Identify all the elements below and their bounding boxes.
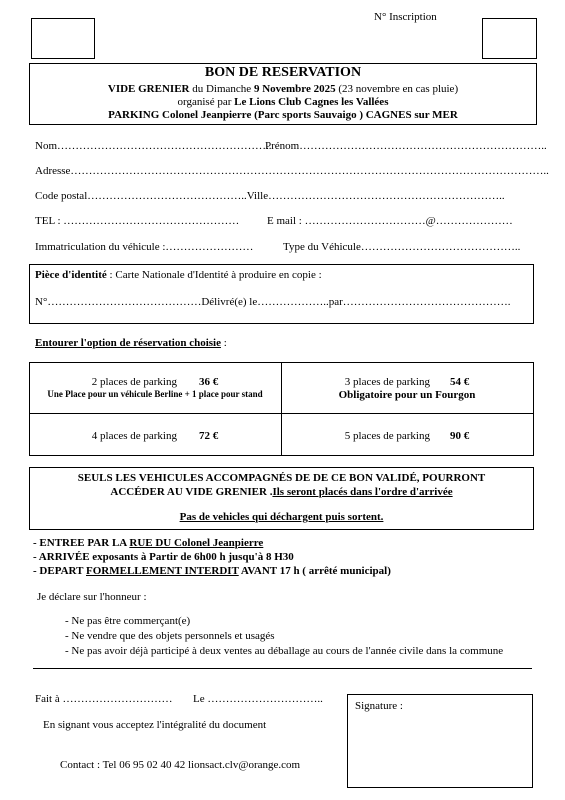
option-2-places-row bbox=[30, 376, 280, 388]
organizer-name: Le Lions Club Cagnes les Vallées bbox=[234, 96, 389, 108]
declaration-item: - Ne vendre que des objets personnels et usagés bbox=[65, 630, 275, 642]
option-2-places-price: 36 € bbox=[198, 376, 219, 388]
identity-number-field[interactable]: N°……………………………………Délivré(e) le………………..par………………………………………. bbox=[35, 296, 511, 308]
option-4-places-label: 4 places de parking bbox=[91, 430, 177, 442]
option-5-places[interactable] bbox=[282, 430, 532, 442]
code-postal-ville-field[interactable]: Code postal……………………………………..Ville……………………………………………………….. bbox=[35, 190, 505, 202]
adresse-field[interactable]: Adresse………………………………………………………………………………………………………………….. bbox=[35, 165, 549, 177]
inscription-number-box[interactable] bbox=[482, 18, 537, 59]
notice-line-2 bbox=[29, 486, 534, 498]
identity-text: : Carte Nationale d'Identité à produire en copie : bbox=[106, 269, 322, 281]
rule-arrivee: - ARRIVÉE exposants à Partir de 6h00 h jusqu'à 8 H30 bbox=[33, 551, 294, 563]
identity-heading bbox=[35, 269, 322, 281]
option-3-places-price: 54 € bbox=[449, 376, 470, 388]
identity-label: Pièce d'identité bbox=[35, 269, 107, 281]
event-name: VIDE GRENIER bbox=[107, 83, 190, 95]
notice-line-2-under: Ils seront placés dans l'ordre d'arrivée bbox=[272, 486, 453, 498]
rule-depart-pre: - DEPART bbox=[33, 565, 86, 577]
type-vehicule-field[interactable]: Type du Véhicule…………………………………….. bbox=[283, 241, 521, 253]
le-date-field[interactable]: Le ………………………….. bbox=[193, 693, 323, 705]
option-3-places-note: Obligatoire pour un Fourgon bbox=[338, 389, 476, 401]
inscription-label: N° Inscription bbox=[374, 11, 437, 23]
declaration-item: - Ne pas être commerçant(e) bbox=[65, 615, 191, 627]
tel-field[interactable]: TEL : ………………………………………… bbox=[35, 215, 240, 227]
option-3-places[interactable] bbox=[282, 376, 532, 401]
options-heading-suffix: : bbox=[220, 337, 227, 349]
fait-a-field[interactable]: Fait à ………………………… bbox=[35, 693, 173, 705]
organizer-prefix: organisé par bbox=[177, 96, 235, 108]
options-heading bbox=[35, 337, 227, 349]
option-3-places-row bbox=[282, 376, 532, 388]
rule-entree bbox=[33, 537, 263, 549]
location-line: PARKING Colonel Jeanpierre (Parc sports Sauvaigo ) CAGNES sur MER bbox=[108, 109, 458, 121]
event-line bbox=[29, 83, 537, 95]
immatriculation-field[interactable]: Immatriculation du véhicule :…………………… bbox=[35, 241, 254, 253]
email-field[interactable]: E mail : ……………………………@………………… bbox=[267, 215, 513, 227]
option-5-places-price: 90 € bbox=[449, 430, 470, 442]
rule-depart-under: FORMELLEMENT INTERDIT bbox=[86, 565, 239, 577]
contact-info: Contact : Tel 06 95 02 40 42 lionsact.clv@orange.com bbox=[60, 759, 301, 771]
rule-depart bbox=[33, 565, 391, 577]
left-corner-box bbox=[31, 18, 95, 59]
declaration-item: - Ne pas avoir déjà participé à deux ventes au déballage au cours de l'année civile dans la commune bbox=[65, 645, 504, 657]
option-2-places-label: 2 places de parking bbox=[91, 376, 177, 388]
notice-line-2-pre: ACCÉDER AU VIDE GRENIER . bbox=[110, 486, 273, 498]
event-rain-date: (23 novembre en cas pluie) bbox=[335, 83, 459, 95]
event-date: 9 Novembre 2025 bbox=[253, 83, 336, 95]
notice-line-1: SEULS LES VEHICULES ACCOMPAGNÉS DE DE CE BON VALIDÉ, POURRONT bbox=[77, 472, 486, 484]
notice-line-3: Pas de vehicles qui déchargent puis sortent. bbox=[179, 511, 384, 523]
declaration-title: Je déclare sur l'honneur : bbox=[37, 591, 147, 603]
rule-depart-post: AVANT 17 h ( arrêté municipal) bbox=[238, 565, 391, 577]
organizer-line bbox=[29, 96, 537, 108]
page-title: BON DE RESERVATION bbox=[204, 65, 362, 80]
option-2-places-note: Une Place pour un véhicule Berline + 1 place pour stand bbox=[47, 389, 263, 399]
prenom-field[interactable]: Prénom………………………………………………………….. bbox=[265, 140, 547, 152]
option-5-places-label: 5 places de parking bbox=[344, 430, 430, 442]
separator-line bbox=[33, 668, 532, 669]
option-2-places[interactable] bbox=[30, 376, 280, 399]
option-3-places-label: 3 places de parking bbox=[344, 376, 430, 388]
event-day: du Dimanche bbox=[189, 83, 254, 95]
rule-entree-pre: - ENTREE PAR LA bbox=[33, 537, 130, 549]
rule-entree-street: RUE DU Colonel Jeanpierre bbox=[129, 537, 264, 549]
options-horizontal-divider bbox=[29, 413, 534, 414]
options-heading-text: Entourer l'option de réservation choisie bbox=[35, 337, 221, 349]
nom-field[interactable]: Nom………………………………………………….. bbox=[35, 140, 272, 152]
option-4-places[interactable] bbox=[30, 430, 280, 442]
signature-label: Signature : bbox=[355, 700, 403, 712]
acceptance-text: En signant vous acceptez l'intégralité du document bbox=[43, 719, 267, 731]
option-4-places-price: 72 € bbox=[198, 430, 219, 442]
